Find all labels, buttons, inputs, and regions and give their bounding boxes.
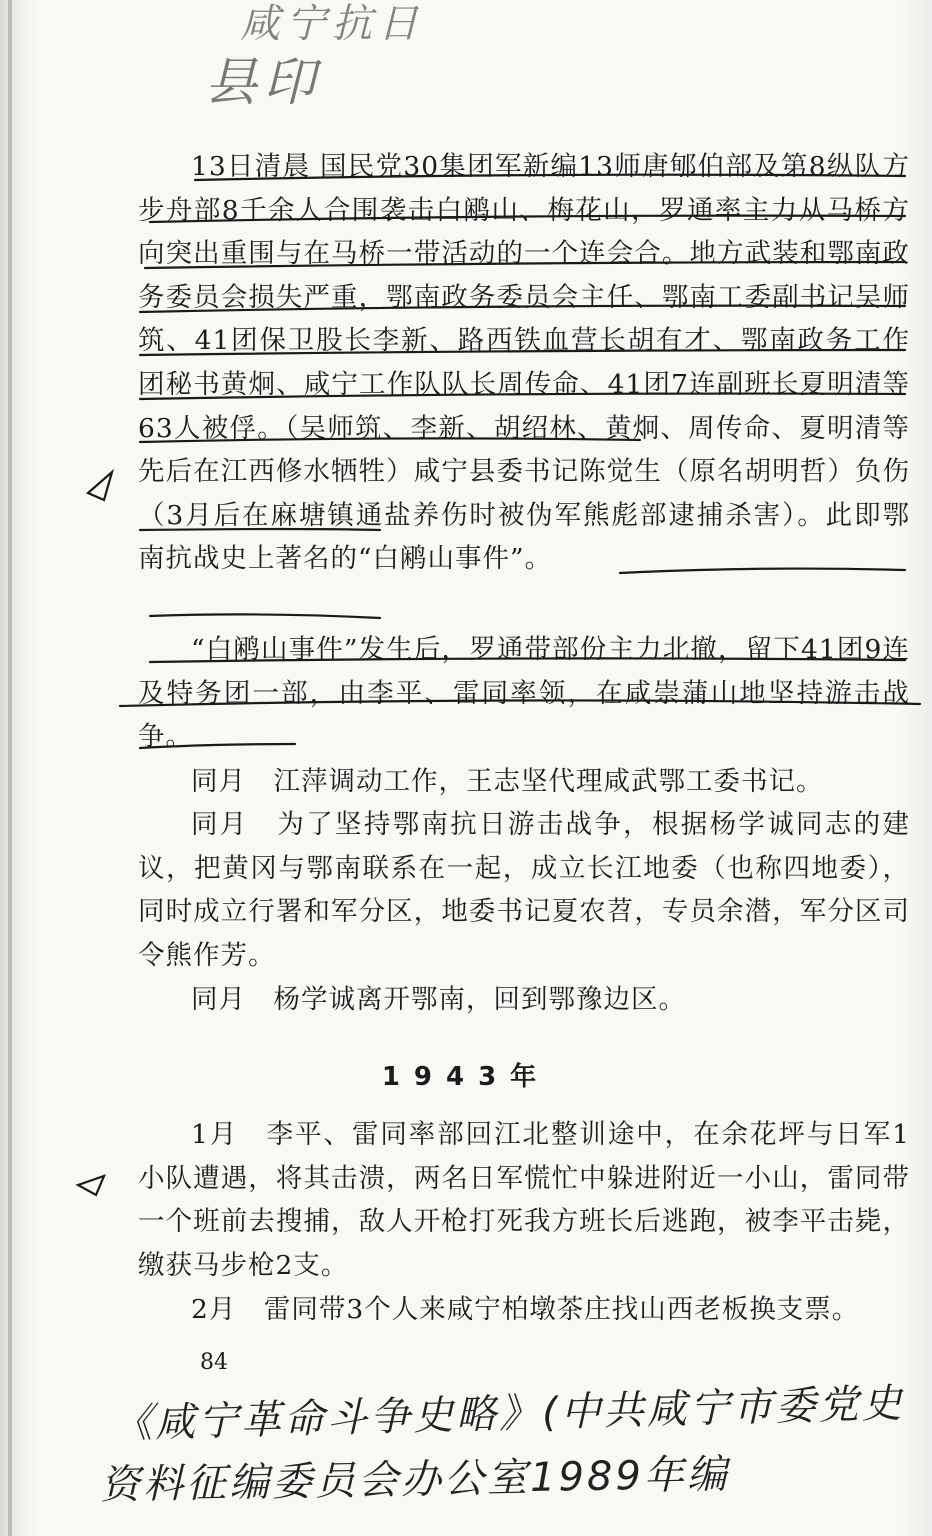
page-number: 84 — [200, 1350, 228, 1375]
paragraph-january: 1月 李平、雷同率部回江北整训途中，在余花坪与日军1小队遭遇，将其击溃，两名日军慌忙中躲进附近一小山，雷同带一个班前去搜捕，敌人开枪打死我方班长后逃跑，被李平击毙，缴获马步枪2支。 — [138, 1119, 910, 1281]
paragraph-february: 2月 雷同带3个人来咸宁柏墩茶庄找山西老板换支票。 — [191, 1294, 860, 1325]
paragraph-jiangping: 同月 江萍调动工作，王志坚代理咸武鄂工委书记。 — [191, 766, 824, 797]
paragraph-yangxuecheng: 同月 杨学诚离开鄂南，回到鄂豫边区。 — [191, 984, 686, 1015]
binding-edge — [8, 0, 12, 1536]
handwritten-note-top-1: 咸宁抗日 — [240, 1, 424, 47]
paragraph-after-incident: “白鹇山事件”发生后，罗通带部份主力北撤，留下41团9连及特务团一部，由李平、雷同率领，在咸崇蒲山地坚持游击战争。 — [138, 634, 910, 753]
handwritten-source-line-1: 《咸宁革命斗争史略》(中共咸宁市委党史 — [111, 1380, 906, 1448]
underline-mark — [150, 614, 380, 618]
handwritten-note-top-2: 县印 — [205, 53, 322, 113]
handwritten-source-line-2: 资料征编委员会办公室1989年编 — [99, 1451, 731, 1509]
paragraph-baihe-incident: 13日清晨 国民党30集团军新编13师唐郇伯部及第8纵队方步舟部8千余人合围袭击白鹇山、梅花山，罗通率主力从马桥方向突出重围与在马桥一带活动的一个连会合。地方武装和鄂南政务委员会损失严重，鄂南政务委员会主任、鄂南工委副书记吴师筑、41团保卫股长李新、路西铁血营长胡有才、鄂南政务工作团秘书黄炯、咸宁工作队队长周传命、41团7连副班长夏明清等63人被俘。（吴师筑、李新、胡绍林、黄炯、周传命、夏明清等先后在江西修水牺牲）咸宁县委书记陈觉生（原名胡明哲）负伤（3月后在麻塘镇通盐养伤时被伪军熊彪部逮捕杀害）。此即鄂南抗战史上著名的“白鹇山事件”。 — [138, 151, 910, 575]
margin-tick-mark — [78, 1176, 104, 1195]
paragraph-changjiang-diwei: 同月 为了坚持鄂南抗日游击战争，根据杨学诚同志的建议，把黄冈与鄂南联系在一起，成立长江地委（也称四地委），同时成立行署和军分区，地委书记夏农苕，专员余潜，军分区司令熊作芳。 — [138, 809, 910, 971]
margin-tick-mark — [88, 472, 112, 500]
year-heading: 1943年 — [381, 1062, 551, 1092]
